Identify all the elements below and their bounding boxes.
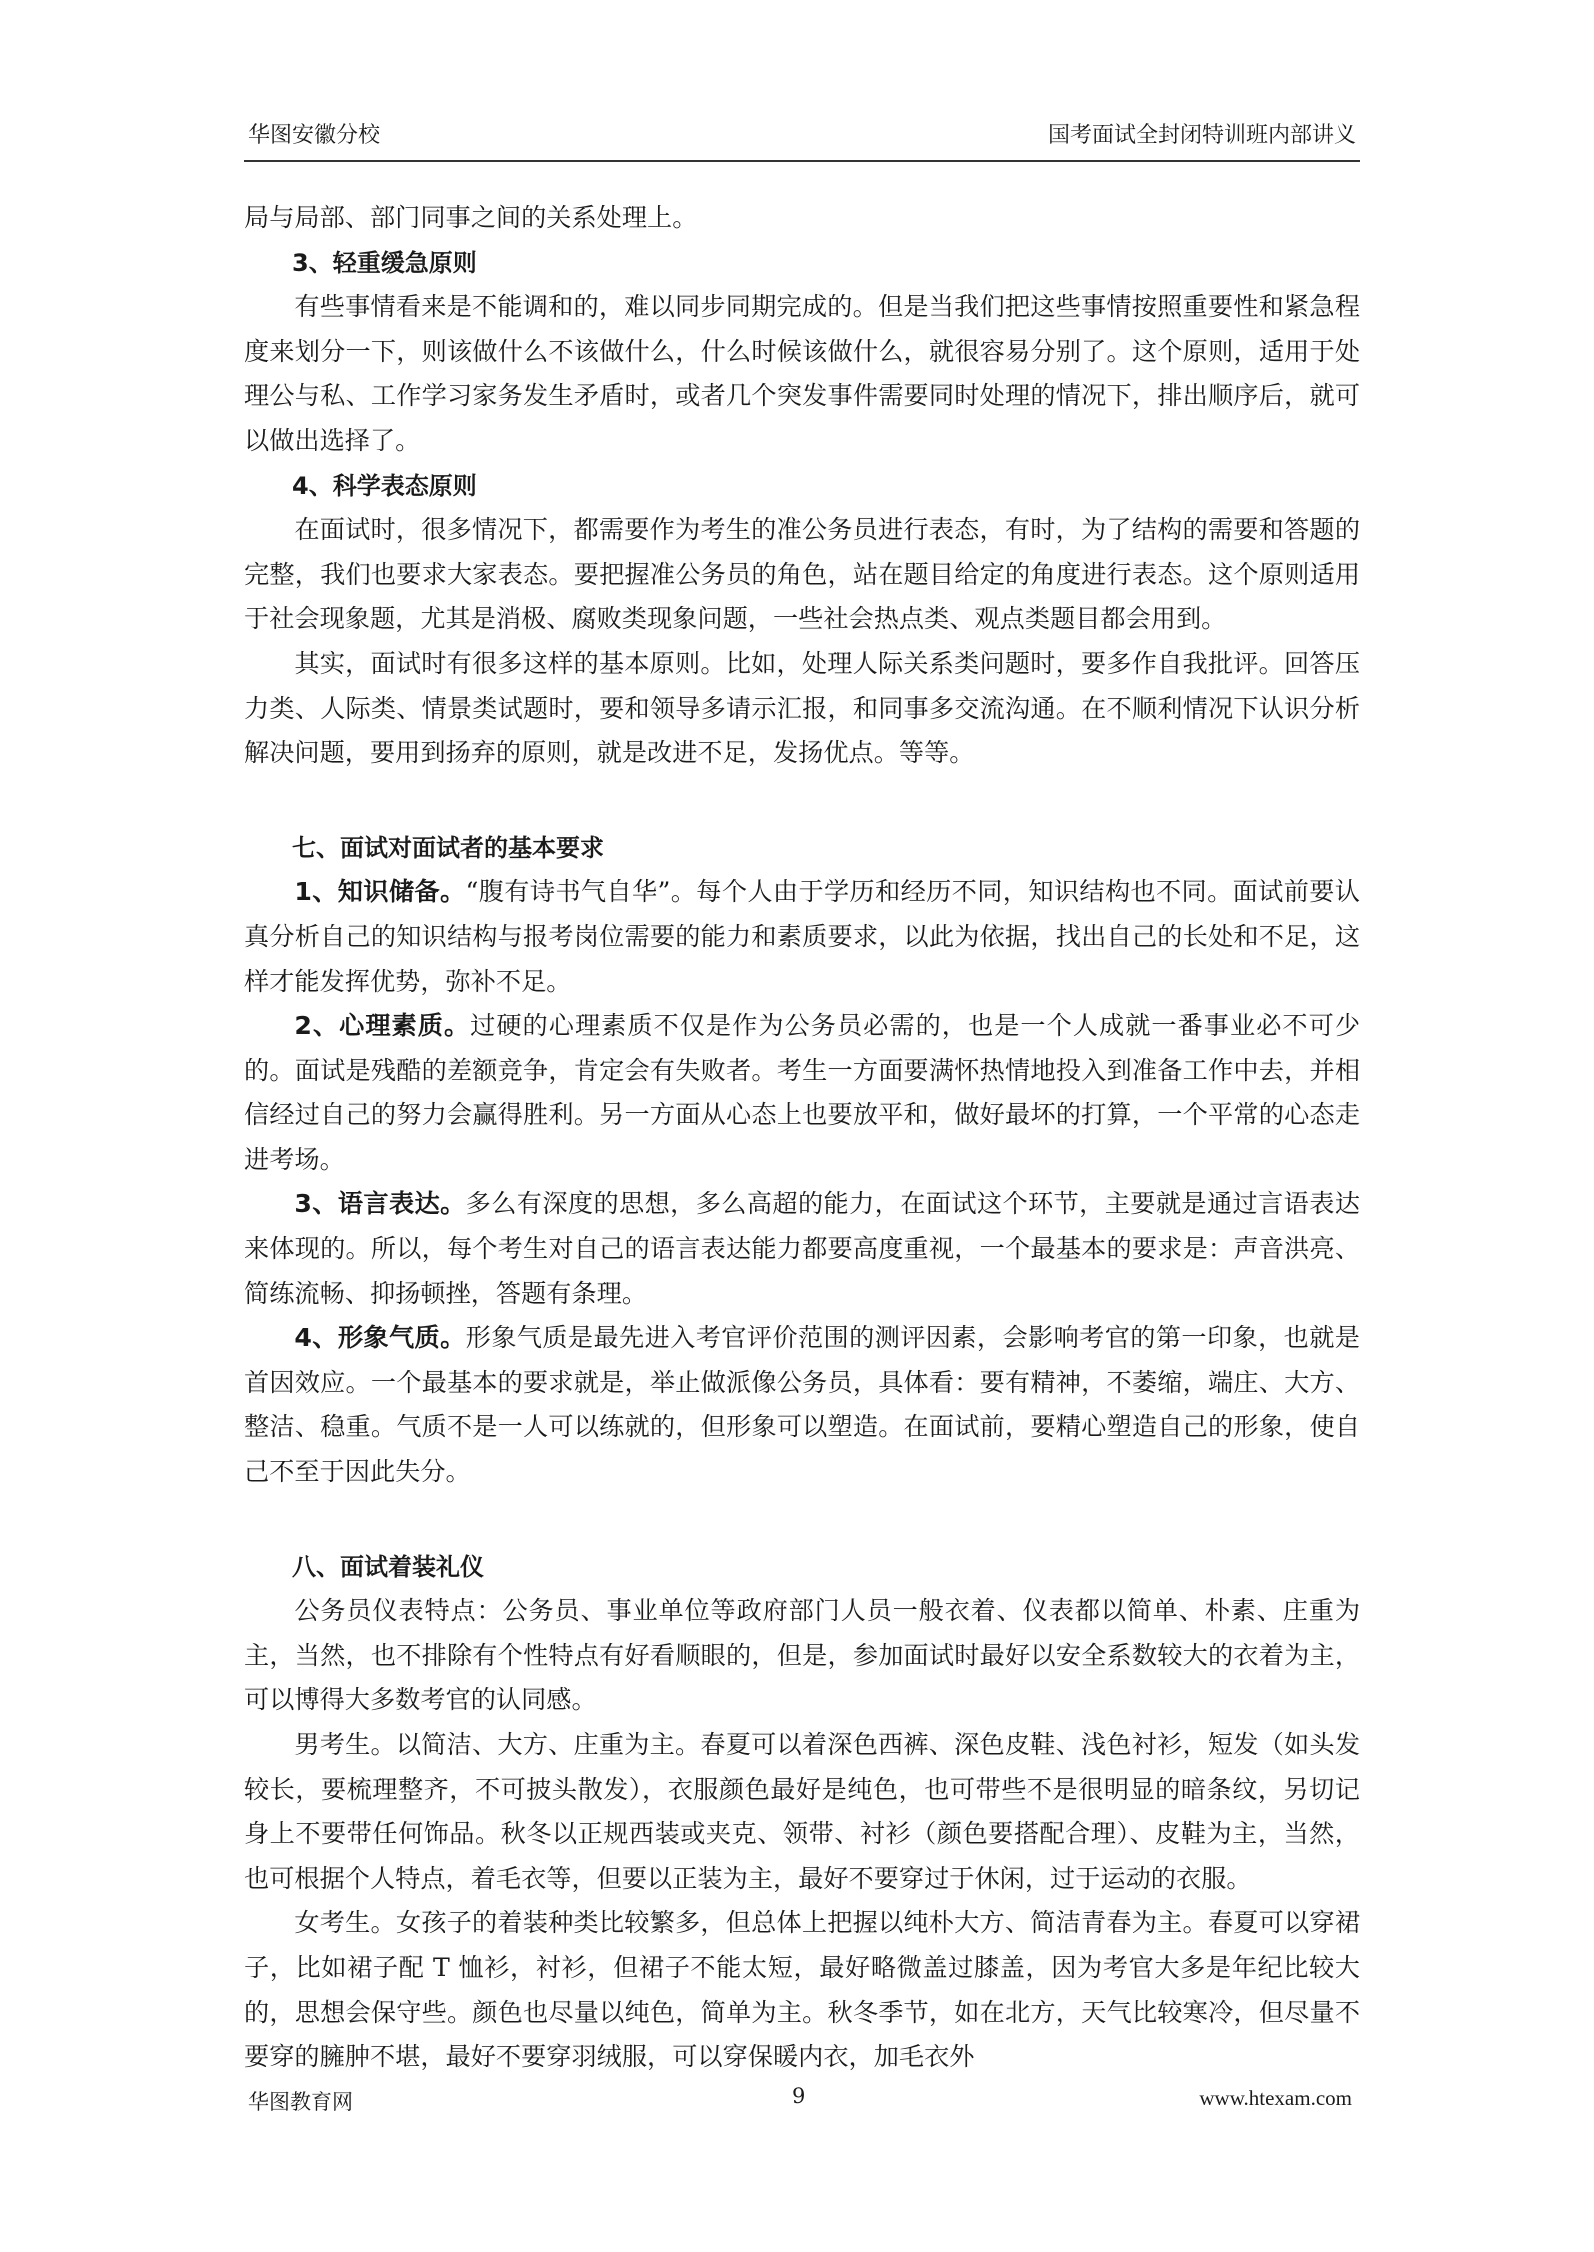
requirement-2-label: 2、心理素质。 xyxy=(294,1011,471,1041)
paragraph-8b: 男考生。以简洁、大方、庄重为主。春夏可以着深色西裤、深色皮鞋、浅色衬衫，短发（如头发较长，要梳理整齐，不可披头散发），衣服颜色最好是纯色，也可带些不是很明显的暗条纹，另切记身上不要带任何饰品。秋冬以正规西装或夹克、领带、衬衫（颜色要搭配合理）、皮鞋为主，当然，也可根据个人特点，着毛衣等，但要以正装为主，最好不要穿过于休闲，过于运动的衣服。 xyxy=(244,1730,1360,1893)
paragraph-other-principles: 其实，面试时有很多这样的基本原则。比如，处理人际关系类问题时，要多作自我批评。回答压力类、人际类、情景类试题时，要和领导多请示汇报，和同事多交流沟通。在不顺利情况下认识分析解决问题，要用到扬弃的原则，就是改进不足，发扬优点。等等。 xyxy=(244,648,1360,768)
paragraph-8a: 公务员仪表特点：公务员、事业单位等政府部门人员一般衣着、仪表都以简单、朴素、庄重为主，当然，也不排除有个性特点有好看顺眼的，但是，参加面试时最好以安全系数较大的衣着为主，可以博得大多数考官的认同感。 xyxy=(244,1596,1360,1715)
section-7-heading: 七、面试对面试者的基本要求 xyxy=(292,833,604,862)
section-8-heading: 八、面试着装礼仪 xyxy=(292,1552,484,1581)
requirement-2-text: 过硬的心理素质不仅是作为公务员必需的，也是一个人成就一番事业必不可少的。面试是残酷的差额竞争，肯定会有失败者。考生一方面要满怀热情地投入到准备工作中去，并相信经过自己的努力会赢得胜利。另一方面从心态上也要放平和，做好最坏的打算，一个平常的心态走进考场。 xyxy=(244,1011,1361,1174)
requirement-4-text: 形象气质是最先进入考官评价范围的测评因素，会影响考官的第一印象，也就是首因效应。一个最基本的要求就是，举止做派像公务员，具体看：要有精神，不萎缩，端庄、大方、整洁、稳重。气质不是一人可以练就的，但形象可以塑造。在面试前，要精心塑造自己的形象，使自己不至于因此失分。 xyxy=(244,1323,1360,1487)
section-gap xyxy=(244,1495,1360,1545)
requirement-1 xyxy=(244,870,1360,1004)
requirement-1-label: 1、知识储备。 xyxy=(294,877,466,907)
requirement-1-text: “腹有诗书气自华”。每个人由于学历和经历不同，知识结构也不同。面试前要认真分析自己的知识结构与报考岗位需要的能力和素质要求，以此为依据，找出自己的长处和不足，这样才能发挥优势，弥补不足。 xyxy=(244,877,1360,996)
paragraph-4: 在面试时，很多情况下，都需要作为考生的准公务员进行表态，有时，为了结构的需要和答题的完整，我们也要求大家表态。要把握准公务员的角色，站在题目给定的角度进行表态。这个原则适用于社会现象题，尤其是消极、腐败类现象问题，一些社会热点类、观点类题目都会用到。 xyxy=(244,515,1360,634)
page-header xyxy=(244,112,1360,162)
subheading-4: 4、科学表态原则 xyxy=(292,471,477,500)
page-footer xyxy=(244,2080,1360,2120)
page-number: 9 xyxy=(792,2084,806,2108)
requirement-3 xyxy=(244,1182,1360,1316)
paragraph-continuation: 局与局部、部门同事之间的关系处理上。 xyxy=(244,203,698,232)
header-left-school: 华图安徽分校 xyxy=(248,123,381,148)
footer-left-site: 华图教育网 xyxy=(248,2090,353,2114)
requirement-4-label: 4、形象气质。 xyxy=(294,1323,466,1353)
header-right-title: 国考面试全封闭特训班内部讲义 xyxy=(1047,123,1356,148)
requirement-3-text: 多么有深度的思想，多么高超的能力，在面试这个环节，主要就是通过言语表达来体现的。所以，每个考生对自己的语言表达能力都要高度重视，一个最基本的要求是：声音洪亮、简练流畅、抑扬顿挫，答题有条理。 xyxy=(244,1189,1360,1308)
footer-url: www.htexam.com xyxy=(1199,2086,1352,2110)
paragraph-3: 有些事情看来是不能调和的，难以同步同期完成的。但是当我们把这些事情按照重要性和紧急程度来划分一下，则该做什么不该做什么，什么时候该做什么，就很容易分别了。这个原则，适用于处理公与私、工作学习家务发生矛盾时，或者几个突发事件需要同时处理的情况下，排出顺序后，就可以做出选择了。 xyxy=(244,292,1360,455)
requirement-3-label: 3、语言表达。 xyxy=(294,1189,466,1219)
requirement-2 xyxy=(244,1004,1360,1182)
document-body xyxy=(244,196,1360,2080)
section-gap xyxy=(244,776,1360,826)
paragraph-8c: 女考生。女孩子的着装种类比较繁多，但总体上把握以纯朴大方、简洁青春为主。春夏可以穿裙子，比如裙子配 T 恤衫，衬衫，但裙子不能太短，最好略微盖过膝盖，因为考官大多是年纪比较大的，思想会保守些。颜色也尽量以纯色，简单为主。秋冬季节，如在北方，天气比较寒冷，但尽量不要穿的臃肿不堪，最好不要穿羽绒服，可以穿保暖内衣，加毛衣外 xyxy=(244,1908,1360,2072)
requirement-4 xyxy=(244,1316,1360,1494)
subheading-3: 3、轻重缓急原则 xyxy=(292,248,477,277)
